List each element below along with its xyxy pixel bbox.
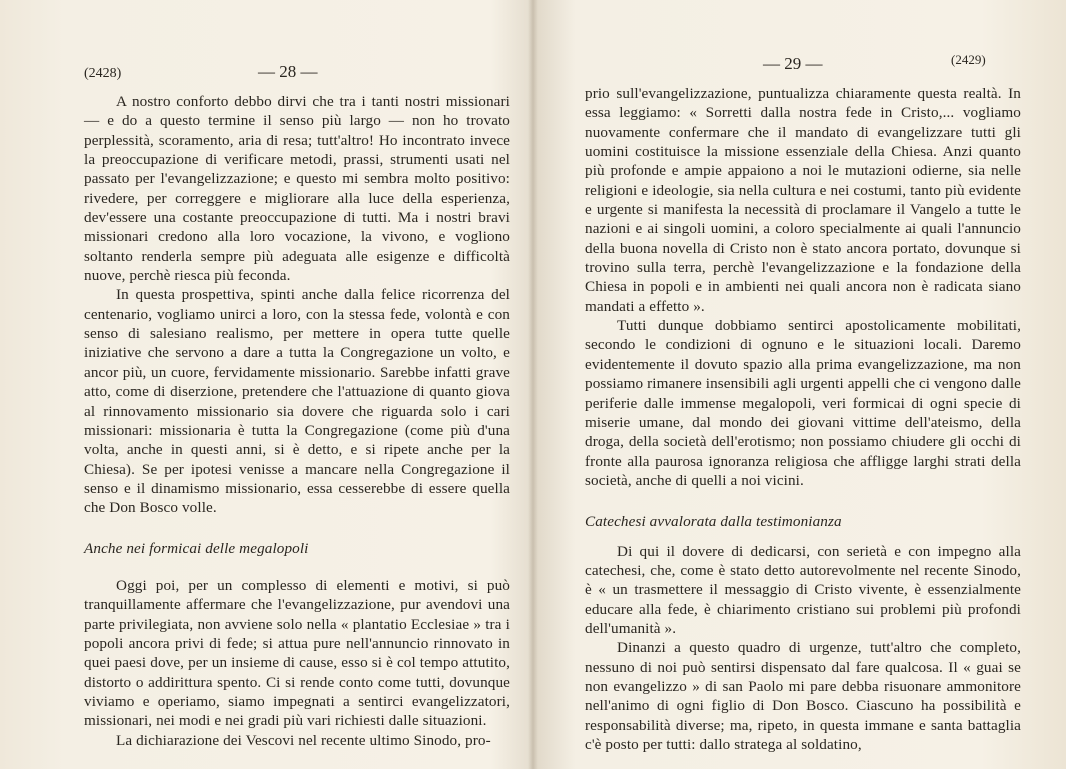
page-body [585,84,1021,754]
page-code: (2428) [84,66,122,81]
page-number: — 28 — [258,62,318,81]
page-code: (2429) [951,52,986,67]
paragraph: La dichiarazione dei Vescovi nel recente ultimo Sinodo, pro- [116,731,491,749]
paragraph: A nostro conforto debbo dirvi che tra i tanti nostri missionari — e do a questo termine il senso più largo — non ho trovato perplessità, scoramento, aria di resa; tutt'altro! Ho incontrato invece la preoccupazione di verificare metodi, prassi, strumenti usati nel passato per l'evangelizzazione; e questo mi sembra molto positivo: rivedere, per correggere e migliorare alla luce della esperienza, dev'essere una costante preoccupazione di tutti. Ma i nostri bravi missionari credono alla loro vocazione, la vivono, e vogliono soltanto renderla sempre più adeguata alle esigenze e difficoltà nuove, perchè riesca più feconda. [84,93,510,285]
section-heading: Anche nei formicai delle megalopoli [84,539,309,557]
page-body [84,92,510,750]
paragraph: Tutti dunque dobbiamo sentirci apostolicamente mobilitati, secondo le condizioni di ognuno e le situazioni locali. Daremo evidentemente il dovuto spazio alla prima evangelizzazione, ma non possiamo rimanere insensibili agli urgenti appelli che ci vengono dalle periferie dalle immense megalopoli, veri formicai di ogni specie di miserie umane, dal mondo dei giovani vittime dell'ateismo, della droga, della società dell'erotismo; non possiamo chiudere gli occhi di fronte alla paurosa ignoranza religiosa che affligge larghi strati della società, anche di quelli a noi vicini. [585,317,1021,489]
page-number: — 29 — [763,54,823,73]
paragraph: prio sull'evangelizzazione, puntualizza chiaramente questa realtà. In essa leggiamo: « Sorretti dalla nostra fede in Cristo,... vogliamo nuovamente confermare che il mandato di evangelizzare tutti gli uomini costituisce la missione essenziale della Chiesa. Anzi quanto più profonde e ampie appaiono a noi le mutazioni odierne, sia nelle religioni e ideologie, sia nella cultura e nei costumi, tanto più evidente e urgente si manifesta la necessità di proclamare il Vangelo a tutte le nazioni e ai singoli uomini, a coloro specialmente ai quali l'annuncio della buona novella di Cristo non è stato ancora portato, dovunque si trovino sulla terra, perchè l'evangelizzazione e la fondazione della Chiesa in popoli e in ambienti nei quali ancora non è radicata siano mandati a effetto ». [585,85,1021,315]
paragraph: Di qui il dovere di dedicarsi, con serietà e con impegno alla catechesi, che, come è stato detto autorevolmente nel recente Sinodo, è « un trasmettere il messaggio di Cristo vivente, è essenzialmente educare alla fede, è chiarimento cristiano sui problemi più profondi dell'umanità ». [585,542,1021,637]
paragraph: Dinanzi a questo quadro di urgenze, tutt'altro che completo, nessuno di noi può sentirsi dispensato dal fare qualcosa. Il « guai se non evangelizzo » di san Paolo mi pare debba risuonare ammonitore nell'animo di ogni figlio di Don Bosco. Ciascuno ha possibilità e responsabilità diverse; ma, ripeto, in questa immane e santa battaglia c'è posto per tutti: dallo stratega al soldatino, [585,639,1021,753]
right-page [533,0,1066,769]
paragraph: In questa prospettiva, spinti anche dalla felice ricorrenza del centenario, vogliamo unirci a loro, con la stessa fede, volontà e con senso di salesiano realismo, per mettere in opera tutte quelle iniziative che servono a dare a tutta la Congregazione un volto, e ancor più, un cuore, fervidamente missionario. Sarebbe infatti grave atto, come di diserzione, pretendere che l'attuazione di quanto giova al rinnovamento missionario sia dovere che riguarda solo i cari missionari: missionaria è tutta la Congregazione (come più d'una volta, anche in questi anni, si è detto, e si ripete anche per la Chiesa). Se per ipotesi venisse a mancare nella Congregazione il senso e il dinamismo missionario, essa cesserebbe di essere quella che Don Bosco volle. [84,286,510,517]
section-heading: Catechesi avvalorata dalla testimonianza [585,513,842,531]
paragraph: Oggi poi, per un complesso di elementi e motivi, si può tranquillamente affermare che l'evangelizzazione, pur avendovi una parte privilegiata, non avviene solo nella « plantatio Ecclesiae » tra i popoli ancora privi di fede; si attua pure nell'annuncio rinnovato in quei paesi dove, per un insieme di cause, esso si è col tempo attutito, distorto o addirittura spento. Ci si rende conto come tutti, dovunque viviamo e operiamo, siamo impegnati a sentirci evangelizzatori, missionari, nei modi e nei gradi più vari richiesti dalle situazioni. [84,576,510,730]
